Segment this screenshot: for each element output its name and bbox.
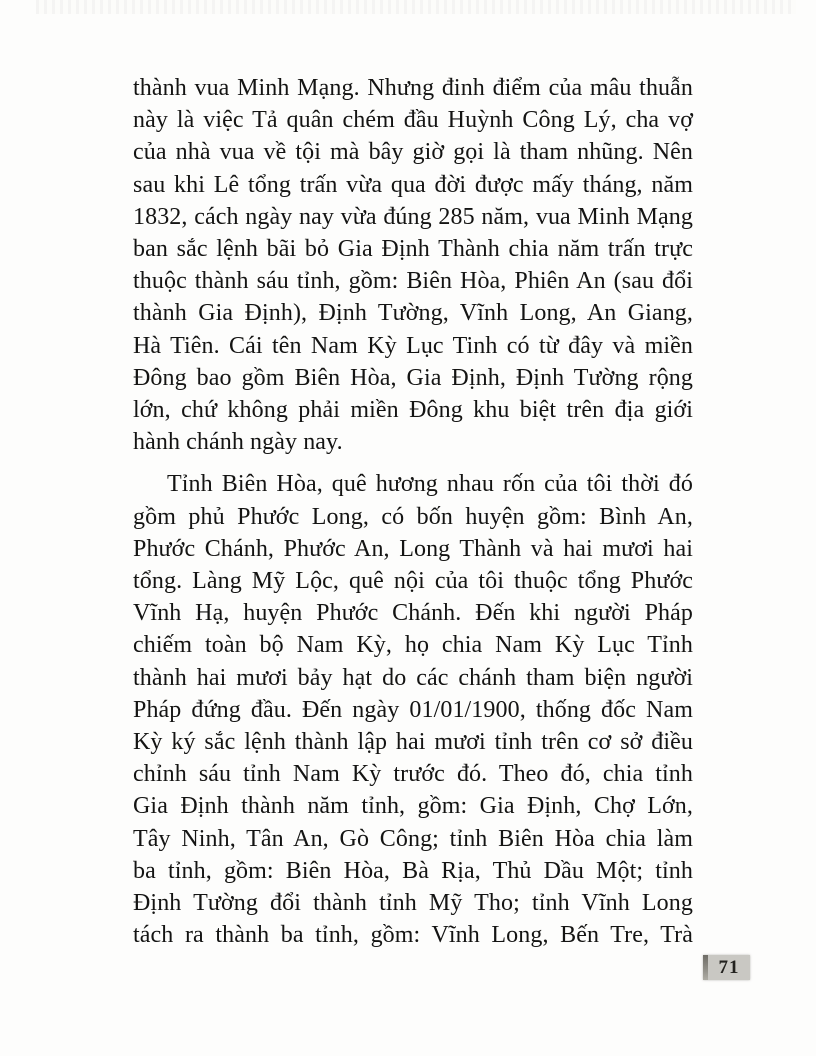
text-line: gồm phủ Phước Long, có bốn huyện gồm: Bình An, [133,503,693,530]
text-line: thành Gia Định), Định Tường, Vĩnh Long, An Giang, [133,300,693,327]
text-line: Phước Chánh, Phước An, Long Thành và hai mươi hai [133,535,693,562]
text-line: lớn, chứ không phải miền Đông khu biệt trên địa giới [133,397,693,424]
page-number: 71 [718,957,740,978]
text-line: chiếm toàn bộ Nam Kỳ, họ chia Nam Kỳ Lục Tỉnh [133,632,693,659]
text-line: Kỳ ký sắc lệnh thành lập hai mươi tỉnh trên cơ sở điều [133,729,693,756]
text-line: thành vua Minh Mạng. Nhưng đinh điểm của mâu thuẫn [133,75,693,101]
paragraph-1 [133,72,693,458]
text-block [133,72,693,951]
text-line: Hà Tiên. Cái tên Nam Kỳ Lục Tinh có từ đây và miền [133,332,693,359]
text-line: tổng. Làng Mỹ Lộc, quê nội của tôi thuộc tổng Phước [133,568,693,595]
text-line: thành hai mươi bảy hạt do các chánh tham biện người [133,664,693,691]
page-number-box [703,955,750,980]
text-line: này là việc Tả quân chém đầu Huỳnh Công Lý, cha vợ [133,107,693,134]
page-number-edge [703,955,708,980]
text-line: Vĩnh Hạ, huyện Phước Chánh. Đến khi người Pháp [133,600,693,627]
text-line: Tỉnh Biên Hòa, quê hương nhau rốn của tôi thời đó [167,471,693,498]
text-line: Định Tường đổi thành tỉnh Mỹ Tho; tỉnh Vĩnh Long [133,890,693,917]
text-line: Tây Ninh, Tân An, Gò Công; tỉnh Biên Hòa chia làm [133,825,693,852]
scan-noise-artifact [36,0,796,14]
text-line: Pháp đứng đầu. Đến ngày 01/01/1900, thống đốc Nam [133,696,693,723]
text-line: tách ra thành ba tỉnh, gồm: Vĩnh Long, Bến Tre, Trà [133,922,693,949]
paragraph-2 [133,468,693,951]
text-line: của nhà vua về tội mà bây giờ gọi là tham nhũng. Nên [133,139,693,166]
text-line: sau khi Lê tổng trấn vừa qua đời được mấy tháng, năm [133,171,693,198]
text-line: Gia Định thành năm tỉnh, gồm: Gia Định, Chợ Lớn, [133,793,693,820]
text-line: chỉnh sáu tỉnh Nam Kỳ trước đó. Theo đó, chia tỉnh [133,761,693,788]
text-line: 1832, cách ngày nay vừa đúng 285 năm, vua Minh Mạng [133,203,693,230]
text-line: thuộc thành sáu tỉnh, gồm: Biên Hòa, Phiên An (sau đổi [133,268,693,295]
text-line: ba tỉnh, gồm: Biên Hòa, Bà Rịa, Thủ Dầu Một; tỉnh [133,857,693,884]
text-line: hành chánh ngày nay. [133,429,343,456]
text-line: ban sắc lệnh bãi bỏ Gia Định Thành chia năm trấn trực [133,236,693,263]
text-line: Đông bao gồm Biên Hòa, Gia Định, Định Tường rộng [133,364,693,391]
